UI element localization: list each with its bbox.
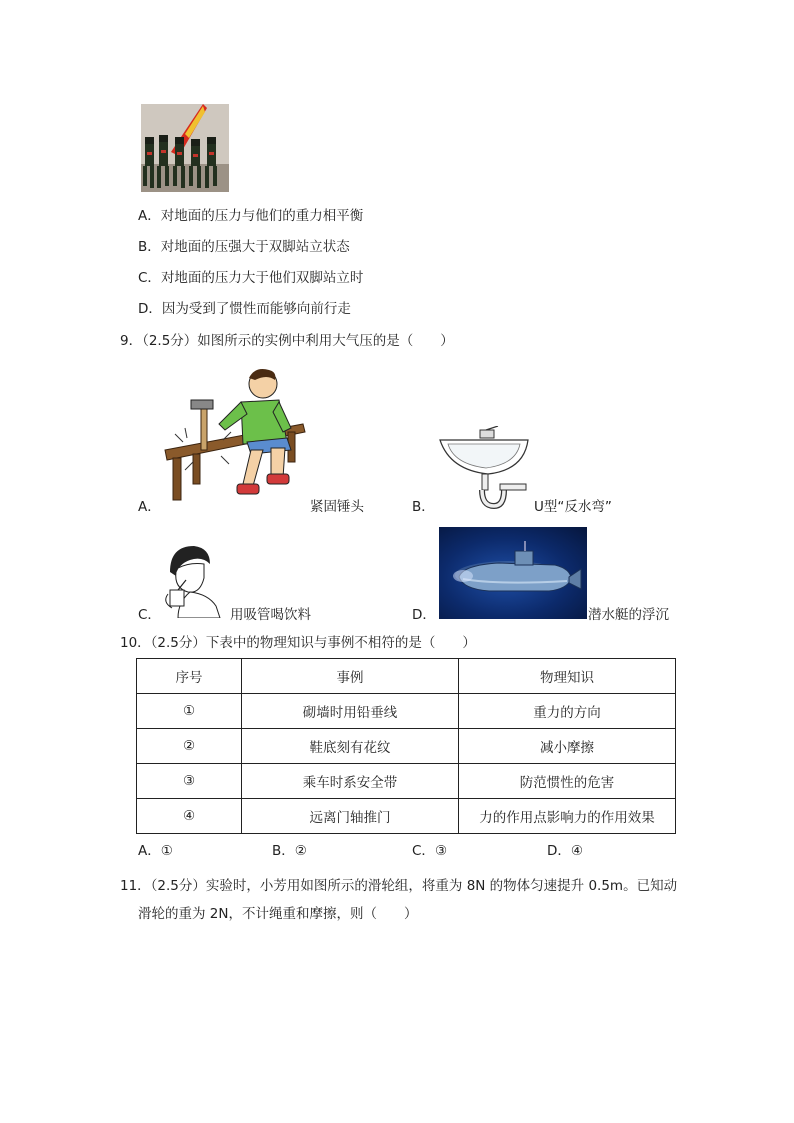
q10-option-b <box>272 842 307 860</box>
option-letter: A． <box>138 208 161 224</box>
option-text: ② <box>294 843 307 859</box>
q10-option-d <box>547 842 583 860</box>
q9-option-a-letter: A． <box>138 499 161 515</box>
option-text: 对地面的压力大于他们双脚站立时 <box>160 270 364 286</box>
option-text: ④ <box>570 843 584 859</box>
option-letter: B． <box>272 843 295 859</box>
q10-table <box>136 658 676 834</box>
q9-option-a-caption: 紧固锤头 <box>310 499 364 515</box>
option-letter: C． <box>138 270 161 286</box>
header-cell: 物理知识 <box>459 659 676 694</box>
table-cell: ④ <box>137 799 242 834</box>
q11-stem-line1: 11．（2.5分）实验时，小芳用如图所示的滑轮组，将重为 8N 的物体匀速提升 0.5m。已知动 <box>120 878 678 894</box>
q9-option-b-caption: U型“反水弯” <box>534 499 612 515</box>
option-text: ① <box>160 843 173 859</box>
parade-photo <box>141 104 229 192</box>
option-text: 因为受到了惯性而能够向前行走 <box>161 301 351 317</box>
q10-option-a <box>138 842 173 860</box>
hammer-man-illustration <box>163 362 308 504</box>
q9-option-d-letter: D． <box>412 607 436 623</box>
q9-stem: 9．（2.5分）如图所示的实例中利用大气压的是（ ） <box>120 333 454 349</box>
q9-option-c-caption: 用吸管喝饮料 <box>230 607 311 623</box>
boy-drinking-illustration <box>160 542 228 618</box>
q8-option-d <box>138 300 351 318</box>
table-cell: 远离门轴推门 <box>242 799 459 834</box>
q9-option-b-letter: B． <box>412 499 435 515</box>
q10-stem: 10．（2.5分）下表中的物理知识与事例不相符的是（ ） <box>120 635 476 651</box>
table-cell: 减小摩擦 <box>459 729 676 764</box>
q10-option-c <box>412 842 447 860</box>
submarine-photo <box>439 527 587 619</box>
table-header-row <box>137 659 676 694</box>
q11-stem-line2: 滑轮的重为 2N，不计绳重和摩擦，则（ ） <box>138 906 418 922</box>
table-cell: ① <box>137 694 242 729</box>
q9-option-d-caption: 潜水艇的浮沉 <box>588 607 669 623</box>
option-letter: D． <box>138 301 162 317</box>
option-text: 对地面的压力与他们的重力相平衡 <box>160 208 364 224</box>
table-row <box>137 694 676 729</box>
sink-u-trap-illustration <box>436 426 534 512</box>
table-cell: 砌墙时用铅垂线 <box>242 694 459 729</box>
header-cell: 序号 <box>137 659 242 694</box>
q8-option-b <box>138 238 350 256</box>
table-cell: 防范惯性的危害 <box>459 764 676 799</box>
table-cell: 鞋底刻有花纹 <box>242 729 459 764</box>
option-letter: A． <box>138 843 161 859</box>
q8-option-a <box>138 207 363 225</box>
option-text: ③ <box>434 843 448 859</box>
header-cell: 事例 <box>242 659 459 694</box>
table-row <box>137 764 676 799</box>
option-letter: D． <box>547 843 571 859</box>
q8-option-c <box>138 269 363 287</box>
table-cell: 力的作用点影响力的作用效果 <box>459 799 676 834</box>
table-cell: 乘车时系安全带 <box>242 764 459 799</box>
table-cell: 重力的方向 <box>459 694 676 729</box>
option-letter: C． <box>412 843 435 859</box>
table-cell: ② <box>137 729 242 764</box>
table-row <box>137 729 676 764</box>
option-letter: B． <box>138 239 161 255</box>
table-row <box>137 799 676 834</box>
option-text: 对地面的压强大于双脚站立状态 <box>160 239 350 255</box>
table-cell: ③ <box>137 764 242 799</box>
q9-option-c-letter: C． <box>138 607 161 623</box>
